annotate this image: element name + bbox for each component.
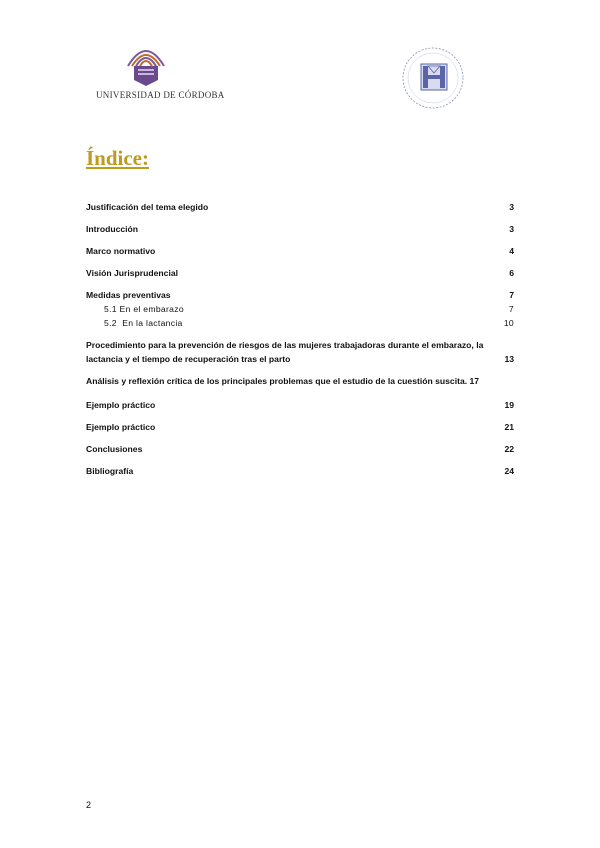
university-of-cordoba-crest-icon bbox=[126, 42, 166, 86]
toc-entry[interactable] bbox=[86, 246, 514, 256]
toc-entry-page: 10 bbox=[503, 318, 514, 328]
toc-entry-page: 3 bbox=[509, 224, 514, 234]
toc-entry-label: Análisis y reflexión crítica de los principales problemas que el estudio de la cuestión suscita. bbox=[86, 376, 468, 386]
toc-entry-page: 13 bbox=[504, 354, 514, 364]
toc-entry[interactable] bbox=[86, 338, 514, 366]
toc-entry[interactable] bbox=[86, 444, 514, 454]
toc-entry-page: 6 bbox=[509, 268, 514, 278]
toc-entry-label: Ejemplo práctico bbox=[86, 422, 156, 432]
toc-entry-page: 22 bbox=[504, 444, 514, 454]
toc-entry[interactable] bbox=[86, 224, 514, 234]
toc-entry-label: Marco normativo bbox=[86, 246, 156, 256]
toc-entry[interactable] bbox=[86, 268, 514, 278]
toc-entry-page: 3 bbox=[509, 202, 514, 212]
toc-entry-label: Bibliografía bbox=[86, 466, 134, 476]
toc-entry[interactable] bbox=[86, 202, 514, 212]
toc-entry-label: Conclusiones bbox=[86, 444, 143, 454]
university-name: UNIVERSIDAD DE CÓRDOBA bbox=[96, 90, 225, 100]
toc-subentry[interactable] bbox=[86, 318, 514, 328]
toc-entry-label: Ejemplo práctico bbox=[86, 400, 156, 410]
toc-entry[interactable] bbox=[86, 290, 514, 300]
toc-entry-label: 5.1 En el embarazo bbox=[104, 304, 184, 314]
toc-heading: Índice: bbox=[86, 146, 149, 170]
toc-entry-label: Introducción bbox=[86, 224, 139, 234]
table-of-contents bbox=[86, 200, 514, 476]
toc-entry-page: 7 bbox=[509, 290, 514, 300]
toc-subentry[interactable] bbox=[86, 304, 514, 314]
toc-entry-page: 7 bbox=[508, 304, 514, 314]
toc-entry-page: 24 bbox=[504, 466, 514, 476]
toc-entry-page: 4 bbox=[509, 246, 514, 256]
toc-entry-label: 5.2 En la lactancia bbox=[104, 318, 183, 328]
toc-entry-label: Visión Jurisprudencial bbox=[86, 268, 179, 278]
university-logo bbox=[96, 42, 225, 104]
toc-entry-label: Medidas preventivas bbox=[86, 290, 171, 300]
faculty-seal bbox=[396, 46, 470, 110]
toc-entry[interactable] bbox=[86, 466, 514, 476]
toc-entry[interactable] bbox=[86, 400, 514, 410]
toc-entry-label: Procedimiento para la prevención de riesgos de las mujeres trabajadoras durante el embarazo, la lactancia y el tiempo de recuperación tras el parto bbox=[86, 340, 484, 364]
toc-entry-page: 19 bbox=[504, 400, 514, 410]
faculty-seal-icon bbox=[396, 46, 470, 110]
toc-entry[interactable] bbox=[86, 422, 514, 432]
page-number: 2 bbox=[86, 800, 92, 810]
toc-entry-page: 21 bbox=[504, 422, 514, 432]
toc-entry[interactable] bbox=[86, 374, 514, 388]
toc-entry-label: Justificación del tema elegido bbox=[86, 202, 209, 212]
toc-entry-page: 17 bbox=[469, 376, 480, 386]
